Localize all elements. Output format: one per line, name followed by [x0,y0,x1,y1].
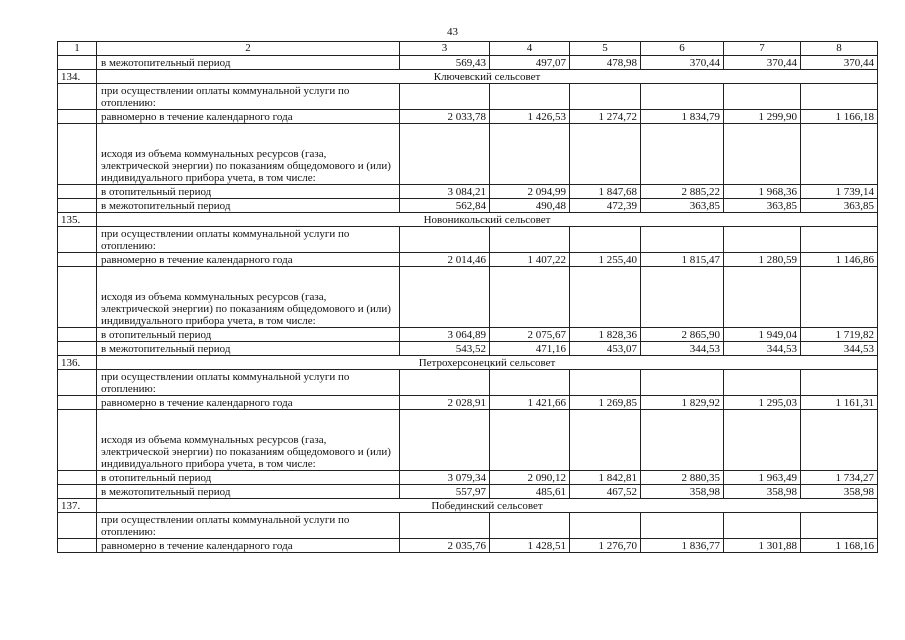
column-header: 4 [490,42,570,56]
value-cell: 1 255,40 [570,253,641,267]
row-label: в отопительный период [97,471,400,485]
empty-cell [570,410,641,471]
empty-cell [58,328,97,342]
empty-cell [490,370,570,396]
value-cell: 2 885,22 [641,185,724,199]
empty-cell [570,370,641,396]
row-label: при осуществлении оплаты коммунальной услуги по отоплению: [97,227,400,253]
table-row [58,199,878,213]
value-cell: 370,44 [641,56,724,70]
empty-cell [801,84,878,110]
section-number: 137. [58,499,97,513]
row-label: при осуществлении оплаты коммунальной услуги по отоплению: [97,370,400,396]
empty-cell [58,56,97,70]
empty-cell [724,227,801,253]
empty-cell [490,513,570,539]
column-header: 3 [400,42,490,56]
section-title: Новоникольский сельсовет [97,213,878,227]
empty-cell [724,513,801,539]
value-cell: 2 014,46 [400,253,490,267]
row-label: в межотопительный период [97,56,400,70]
value-cell: 363,85 [801,199,878,213]
value-cell: 1 847,68 [570,185,641,199]
empty-cell [58,410,97,471]
value-cell: 569,43 [400,56,490,70]
empty-cell [570,227,641,253]
page-number: 43 [447,26,458,38]
empty-cell [58,199,97,213]
value-cell: 1 274,72 [570,110,641,124]
section-header-row [58,70,878,84]
value-cell: 344,53 [641,342,724,356]
value-cell: 2 035,76 [400,539,490,553]
empty-cell [58,471,97,485]
value-cell: 485,61 [490,485,570,499]
table-row [58,84,878,110]
value-cell: 1 734,27 [801,471,878,485]
value-cell: 2 880,35 [641,471,724,485]
table-row [58,342,878,356]
section-number: 135. [58,213,97,227]
value-cell: 1 829,92 [641,396,724,410]
empty-cell [400,410,490,471]
empty-cell [490,227,570,253]
column-header: 5 [570,42,641,56]
tariff-table [57,41,878,553]
row-label: в межотопительный период [97,485,400,499]
empty-cell [641,410,724,471]
empty-cell [58,227,97,253]
value-cell: 1 963,49 [724,471,801,485]
value-cell: 363,85 [724,199,801,213]
value-cell: 3 064,89 [400,328,490,342]
value-cell: 1 426,53 [490,110,570,124]
table-header-row [58,42,878,56]
column-header: 6 [641,42,724,56]
value-cell: 2 094,99 [490,185,570,199]
value-cell: 370,44 [724,56,801,70]
empty-cell [58,267,97,328]
column-header: 8 [801,42,878,56]
table-row [58,124,878,185]
table-row [58,328,878,342]
value-cell: 1 828,36 [570,328,641,342]
empty-cell [641,227,724,253]
empty-cell [490,124,570,185]
value-cell: 1 428,51 [490,539,570,553]
value-cell: 2 028,91 [400,396,490,410]
value-cell: 1 161,31 [801,396,878,410]
row-label: равномерно в течение календарного года [97,396,400,410]
empty-cell [570,84,641,110]
empty-cell [58,396,97,410]
value-cell: 1 276,70 [570,539,641,553]
empty-cell [58,253,97,267]
table-row [58,227,878,253]
value-cell: 1 421,66 [490,396,570,410]
value-cell: 344,53 [724,342,801,356]
value-cell: 2 865,90 [641,328,724,342]
value-cell: 2 033,78 [400,110,490,124]
value-cell: 1 968,36 [724,185,801,199]
table-body [58,42,878,553]
empty-cell [58,84,97,110]
section-title: Побединский сельсовет [97,499,878,513]
row-label: исходя из объема коммунальных ресурсов (газа, электрической энергии) по показаниям общедомового и (или) индивидуального прибора учета, в том числе: [97,410,400,471]
value-cell: 471,16 [490,342,570,356]
value-cell: 1 834,79 [641,110,724,124]
table-row [58,56,878,70]
row-label: исходя из объема коммунальных ресурсов (газа, электрической энергии) по показаниям общедомового и (или) индивидуального прибора учета, в том числе: [97,124,400,185]
empty-cell [801,227,878,253]
empty-cell [58,539,97,553]
row-label: при осуществлении оплаты коммунальной услуги по отоплению: [97,513,400,539]
row-label: равномерно в течение календарного года [97,253,400,267]
value-cell: 478,98 [570,56,641,70]
section-title: Ключевский сельсовет [97,70,878,84]
empty-cell [724,84,801,110]
empty-cell [58,485,97,499]
row-label: равномерно в течение календарного года [97,110,400,124]
empty-cell [490,84,570,110]
value-cell: 467,52 [570,485,641,499]
empty-cell [801,267,878,328]
empty-cell [724,124,801,185]
empty-cell [801,513,878,539]
table-row [58,485,878,499]
empty-cell [400,513,490,539]
row-label: при осуществлении оплаты коммунальной услуги по отоплению: [97,84,400,110]
value-cell: 1 168,16 [801,539,878,553]
table-row [58,471,878,485]
empty-cell [58,513,97,539]
column-header: 7 [724,42,801,56]
empty-cell [58,110,97,124]
value-cell: 1 295,03 [724,396,801,410]
section-number: 134. [58,70,97,84]
value-cell: 363,85 [641,199,724,213]
row-label: в межотопительный период [97,342,400,356]
section-number: 136. [58,356,97,370]
empty-cell [724,370,801,396]
value-cell: 453,07 [570,342,641,356]
table-row [58,410,878,471]
value-cell: 472,39 [570,199,641,213]
row-label: исходя из объема коммунальных ресурсов (газа, электрической энергии) по показаниям общедомового и (или) индивидуального прибора учета, в том числе: [97,267,400,328]
empty-cell [641,267,724,328]
section-title: Петрохерсонецкий сельсовет [97,356,878,370]
column-header: 1 [58,42,97,56]
empty-cell [490,267,570,328]
column-header: 2 [97,42,400,56]
empty-cell [724,267,801,328]
table-row [58,370,878,396]
value-cell: 2 090,12 [490,471,570,485]
row-label: равномерно в течение календарного года [97,539,400,553]
empty-cell [58,342,97,356]
value-cell: 1 739,14 [801,185,878,199]
empty-cell [641,370,724,396]
empty-cell [58,124,97,185]
row-label: в отопительный период [97,185,400,199]
table-row [58,185,878,199]
table-row [58,396,878,410]
table-row [58,539,878,553]
value-cell: 1 280,59 [724,253,801,267]
empty-cell [58,370,97,396]
value-cell: 1 949,04 [724,328,801,342]
empty-cell [400,84,490,110]
table-row [58,267,878,328]
empty-cell [570,267,641,328]
value-cell: 1 815,47 [641,253,724,267]
row-label: в отопительный период [97,328,400,342]
value-cell: 1 166,18 [801,110,878,124]
value-cell: 3 084,21 [400,185,490,199]
empty-cell [490,410,570,471]
empty-cell [641,84,724,110]
value-cell: 1 299,90 [724,110,801,124]
value-cell: 358,98 [641,485,724,499]
table-row [58,110,878,124]
empty-cell [801,370,878,396]
section-header-row [58,213,878,227]
empty-cell [58,185,97,199]
empty-cell [641,513,724,539]
value-cell: 1 301,88 [724,539,801,553]
value-cell: 1 269,85 [570,396,641,410]
value-cell: 3 079,34 [400,471,490,485]
empty-cell [400,227,490,253]
table-row [58,513,878,539]
value-cell: 490,48 [490,199,570,213]
empty-cell [570,124,641,185]
empty-cell [400,267,490,328]
value-cell: 562,84 [400,199,490,213]
empty-cell [641,124,724,185]
empty-cell [724,410,801,471]
value-cell: 557,97 [400,485,490,499]
empty-cell [801,124,878,185]
value-cell: 358,98 [724,485,801,499]
value-cell: 358,98 [801,485,878,499]
empty-cell [801,410,878,471]
empty-cell [400,124,490,185]
value-cell: 1 146,86 [801,253,878,267]
value-cell: 2 075,67 [490,328,570,342]
section-header-row [58,499,878,513]
value-cell: 543,52 [400,342,490,356]
value-cell: 1 407,22 [490,253,570,267]
value-cell: 1 842,81 [570,471,641,485]
value-cell: 497,07 [490,56,570,70]
row-label: в межотопительный период [97,199,400,213]
value-cell: 1 719,82 [801,328,878,342]
empty-cell [570,513,641,539]
table-row [58,253,878,267]
value-cell: 370,44 [801,56,878,70]
value-cell: 1 836,77 [641,539,724,553]
section-header-row [58,356,878,370]
empty-cell [400,370,490,396]
value-cell: 344,53 [801,342,878,356]
